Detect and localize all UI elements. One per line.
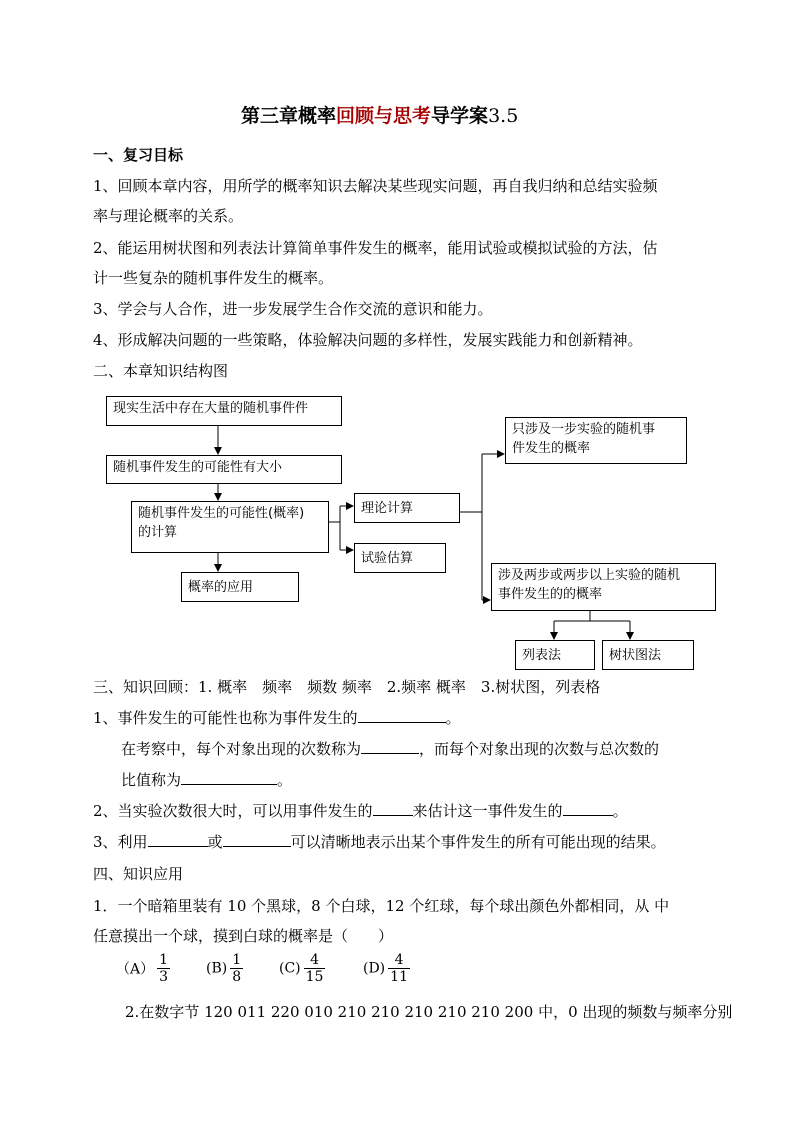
- objective-4: 4、形成解决问题的一些策略，体验解决问题的多样性，发展实践能力和创新精神。: [93, 331, 643, 349]
- box-label-line2: 件发生的概率: [512, 441, 591, 456]
- answer-blank[interactable]: [373, 801, 413, 816]
- box-label-line2: 的计算: [138, 525, 178, 540]
- review-question-1-continued: [121, 739, 659, 759]
- box-label: 试验估算: [361, 551, 414, 566]
- review-q1-end: 。: [445, 709, 461, 727]
- title-part-review: 回顾与思考: [336, 105, 432, 127]
- choice-label: (D): [363, 960, 386, 977]
- section2-heading: 二、本章知识结构图: [93, 362, 229, 380]
- denominator: 15: [305, 969, 324, 985]
- choice-d[interactable]: [363, 952, 410, 985]
- review-question-1-ratio: [121, 770, 292, 790]
- review-q3-or: 或: [207, 833, 223, 851]
- numerator: 1: [232, 952, 242, 968]
- review-q1-text3: ，而每个对象出现的次数与总次数的: [419, 740, 660, 758]
- choice-b[interactable]: [206, 952, 243, 985]
- answer-blank[interactable]: [358, 708, 446, 723]
- answer-blank[interactable]: [361, 739, 419, 754]
- review-q2-text: 2、当实验次数很大时，可以用事件发生的: [93, 802, 373, 820]
- numerator: 4: [304, 952, 326, 969]
- diagram-box-tree-diagram: [602, 640, 694, 670]
- fraction: [157, 952, 170, 985]
- application-question-1-line1: 1．一个暗箱里装有 10 个黑球，8 个白球，12 个红球，每个球出颜色外都相同，从 中: [93, 897, 670, 915]
- application-question-1-line2: 任意摸出一个球，摸到白球的概率是（ ）: [93, 927, 394, 945]
- diagram-box-experimental-estimate: [354, 543, 446, 573]
- objective-3: 3、学会与人合作，进一步发展学生合作交流的意识和能力。: [93, 300, 493, 318]
- review-question-3: [93, 832, 666, 852]
- denominator: 3: [159, 969, 169, 985]
- section1-heading: 一、复习目标: [93, 146, 184, 164]
- numerator: 4: [388, 952, 410, 969]
- fraction: [388, 952, 410, 985]
- section4-heading: 四、知识应用: [93, 865, 184, 883]
- box-label: 树状图法: [609, 648, 662, 663]
- review-q1-text4: 比值称为: [121, 771, 182, 789]
- choice-label: （A）: [116, 961, 155, 978]
- title-part-guide: 导学案: [431, 105, 489, 127]
- box-label: 列表法: [522, 648, 562, 663]
- box-label-line1: 随机事件发生的可能性(概率): [138, 506, 305, 521]
- diagram-box-multi-step-experiment: [491, 563, 716, 611]
- section3-heading: 三、知识回顾：1. 概率 频率 频数 频率 2.频率 概率 3.树状图，列表格: [93, 678, 601, 696]
- diagram-box-probability-application: [181, 572, 299, 602]
- answer-blank[interactable]: [563, 801, 613, 816]
- fraction: [304, 952, 326, 985]
- denominator: 11: [390, 969, 408, 985]
- review-q3-text2: 可以清晰地表示出某个事件发生的所有可能出现的结果。: [290, 833, 666, 851]
- choice-c[interactable]: [279, 952, 325, 985]
- choice-a[interactable]: [116, 952, 170, 985]
- title-part-number: 3.5: [488, 105, 519, 127]
- diagram-box-theoretical-calculation: [354, 493, 460, 523]
- review-q2-text2: 来估计这一事件发生的: [412, 802, 563, 820]
- review-question-1: [93, 708, 461, 728]
- review-q1-text: 1、事件发生的可能性也称为事件发生的: [93, 709, 358, 727]
- box-label: 随机事件发生的可能性有大小: [113, 460, 283, 475]
- diagram-box-random-events-exist: [106, 396, 342, 426]
- diagram-box-one-step-experiment: [505, 417, 687, 464]
- diagram-box-list-method: [515, 640, 595, 670]
- choice-label: (B): [206, 960, 228, 977]
- review-q1-end2: 。: [277, 771, 293, 789]
- choice-label: (C): [279, 960, 301, 977]
- answer-blank[interactable]: [148, 832, 208, 847]
- box-label-line1: 涉及两步或两步以上实验的随机: [498, 568, 681, 583]
- review-q2-end: 。: [612, 802, 628, 820]
- answer-blank[interactable]: [181, 770, 277, 785]
- review-question-2: [93, 801, 628, 821]
- review-q1-text2: 在考察中，每个对象出现的次数称为: [121, 740, 362, 758]
- objective-2-line1: 2、能运用树状图和列表法计算简单事件发生的概率，能用试验或模拟试验的方法，估: [93, 239, 658, 257]
- box-label-line1: 只涉及一步实验的随机事: [512, 422, 656, 437]
- objective-1-line2: 率与理论概率的关系。: [93, 207, 244, 225]
- diagram-box-possibility-size: [106, 455, 342, 484]
- title-part-probability: 概率: [298, 105, 337, 127]
- denominator: 8: [232, 969, 242, 985]
- box-label: 理论计算: [361, 501, 414, 516]
- numerator: 1: [159, 952, 169, 968]
- application-question-2-line1: 2.在数字节 120 011 220 010 210 210 210 210 210 200 中，0 出现的频数与频率分别: [125, 1003, 733, 1021]
- objective-2-line2: 计一些复杂的随机事件发生的概率。: [93, 269, 334, 287]
- objective-1-line1: 1、回顾本章内容，用所学的概率知识去解决某些现实问题，再自我归纳和总结实验频: [93, 177, 658, 195]
- box-label: 概率的应用: [188, 580, 254, 595]
- box-label: 现实生活中存在大量的随机事件件: [113, 401, 309, 416]
- box-label-line2: 事件发生的的概率: [498, 587, 603, 602]
- fraction: [230, 952, 243, 985]
- diagram-box-probability-calculation: [131, 501, 329, 553]
- title-part-chapter: 第三章: [241, 105, 299, 127]
- answer-blank[interactable]: [223, 832, 291, 847]
- review-q3-text: 3、利用: [93, 833, 148, 851]
